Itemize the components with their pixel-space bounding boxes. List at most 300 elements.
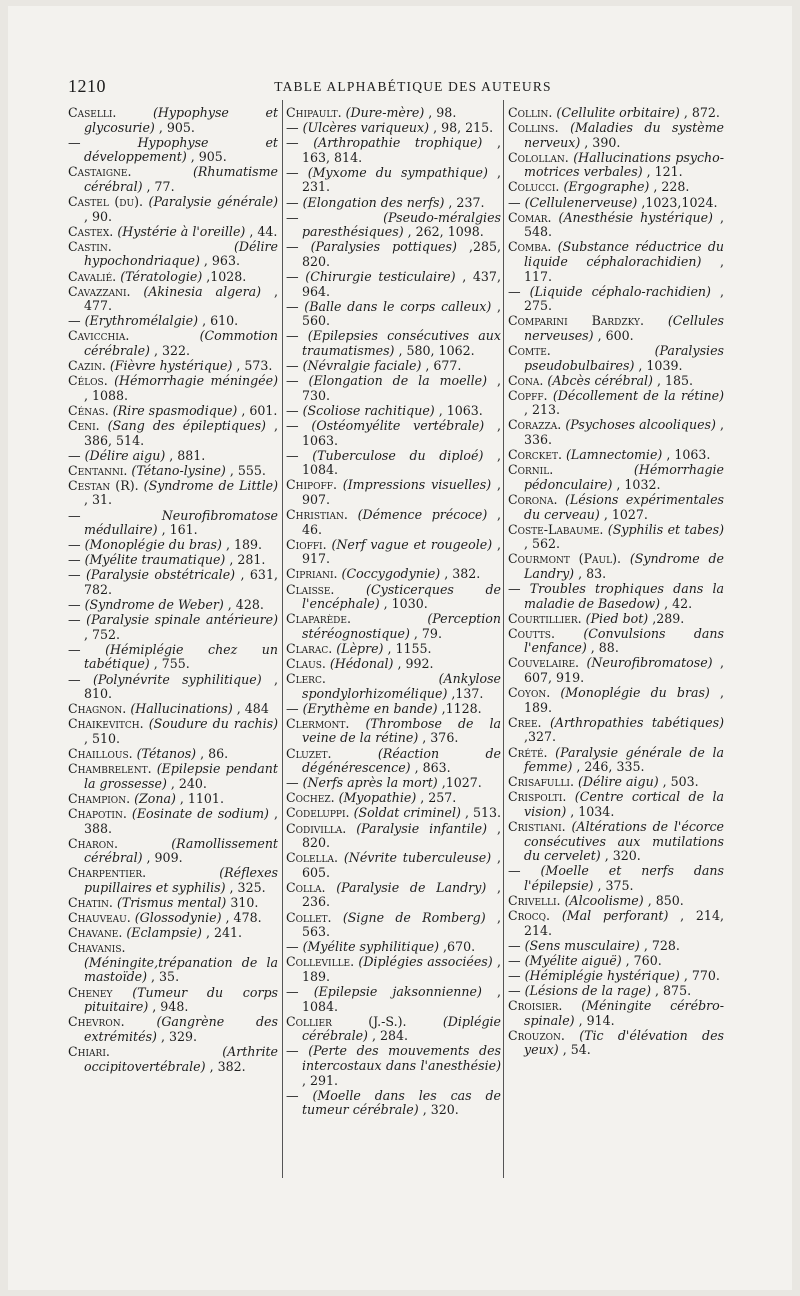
page-refs: , 189. xyxy=(302,954,501,984)
author-name: — xyxy=(508,967,521,983)
index-entry xyxy=(286,374,501,403)
author-name: Corazza. xyxy=(508,417,562,433)
author-name: Charon. xyxy=(68,835,119,851)
subject-title: (Myopathie) xyxy=(338,790,417,806)
index-column-1 xyxy=(68,106,278,1075)
subject-title: (Tic d'élévation des yeux) xyxy=(524,1027,724,1058)
author-name: Chipault. xyxy=(286,105,342,120)
page-refs: , 185. xyxy=(657,372,694,388)
subject-title: (Névrite tuberculeuse) xyxy=(343,850,492,866)
author-name: Colleville. xyxy=(286,954,355,970)
author-name: — xyxy=(286,1043,299,1059)
page-refs: , 79. xyxy=(413,625,442,641)
author-name: Crispolti. xyxy=(508,789,567,805)
index-entry xyxy=(508,775,724,790)
page-refs: , 257. xyxy=(420,790,457,806)
author-name: Crouzon. xyxy=(508,1027,565,1043)
author-name: Centanni. xyxy=(68,462,128,478)
subject-title: (Syphilis et tabes) xyxy=(607,521,724,537)
index-entry xyxy=(68,553,278,568)
subject-title: (Cellulite orbitaire) xyxy=(556,105,680,120)
index-entry xyxy=(508,493,724,522)
page-refs: ,285, 820. xyxy=(302,239,501,269)
subject-title: (Ostéomyélite vertébrale) xyxy=(311,417,485,433)
index-entry xyxy=(68,314,278,329)
index-entry xyxy=(286,538,501,567)
subject-title: (Syndrome de Little) xyxy=(143,477,278,493)
subject-title: (Réflexes pupillaires et syphilis) xyxy=(84,865,278,895)
author-name: Croisier. xyxy=(508,998,563,1014)
author-name: Castaigne. xyxy=(68,164,132,180)
page-refs: , 228. xyxy=(653,179,690,195)
author-name: Collet. xyxy=(286,909,332,925)
page-refs: ,1028. xyxy=(206,268,247,284)
author-name: Clerc. xyxy=(286,671,326,687)
page-refs: , 46. xyxy=(302,507,501,537)
subject-title: (Soudure du rachis) xyxy=(148,716,278,732)
subject-title: (Glossodynie) xyxy=(134,910,222,926)
page-refs: , 760. xyxy=(625,952,662,968)
page-refs: , 382. xyxy=(444,566,481,582)
subject-title: (Diplégie cérébrale) xyxy=(302,1013,501,1044)
index-entry xyxy=(508,820,724,864)
subject-title: (Hallucinations) xyxy=(130,701,233,717)
author-name: Claisse. xyxy=(286,581,335,597)
page-refs: , 117. xyxy=(524,253,724,284)
page-refs: , 237. xyxy=(448,194,485,210)
author-name: Cavazzani. xyxy=(68,283,131,299)
subject-title: (Tumeur du corps pituitaire) xyxy=(84,984,278,1015)
page-refs: , 810. xyxy=(84,671,278,702)
subject-title: (Tératologie) xyxy=(120,268,203,284)
author-name: Christian. xyxy=(286,507,348,523)
author-name: Chambrelent. xyxy=(68,761,152,777)
author-name: Crivelli. xyxy=(508,892,561,908)
subject-title: (Elongation de la moelle) xyxy=(308,373,488,389)
index-entry xyxy=(508,716,724,745)
subject-title: (Névralgie faciale) xyxy=(302,358,422,374)
subject-title: (Lésions expérimentales du cerveau) xyxy=(524,491,724,522)
index-entry xyxy=(68,449,278,464)
subject-title: (Ulcères variqueux) xyxy=(302,120,430,136)
author-name: — xyxy=(508,952,521,968)
subject-title: (Monoplégie du bras) xyxy=(560,685,710,701)
index-entry xyxy=(68,866,278,895)
page-refs: , 336. xyxy=(524,417,724,448)
subject-title: (Tétanos) xyxy=(136,746,197,762)
subject-title: (Perception stéréognostique) xyxy=(302,611,501,641)
page-refs: , 77. xyxy=(146,178,175,194)
page-refs: , 275. xyxy=(524,283,724,314)
subject-title: (Zona) xyxy=(134,790,176,806)
page-refs: , 914. xyxy=(578,1012,615,1028)
index-entry xyxy=(508,627,724,656)
subject-title: (Arthropathies tabétiques) xyxy=(549,714,724,730)
subject-title: (Hallucinations psycho-motrices verbales) xyxy=(524,149,724,180)
index-entry xyxy=(68,837,278,866)
subject-title: (Pseudo-méralgies paresthésiques) xyxy=(302,209,501,240)
page-refs: ,327. xyxy=(524,729,557,745)
index-entry xyxy=(286,404,501,419)
author-name: Corcket. xyxy=(508,447,562,463)
subject-title: (Signe de Romberg) xyxy=(342,909,486,925)
subject-title: (Polynévrite syphilitique) xyxy=(92,671,262,687)
index-entry xyxy=(508,418,724,447)
subject-title: (Altérations de l'écorce consécutives aux mutilations du cervelet) xyxy=(524,819,724,864)
subject-title: (Chirurgie testiculaire) xyxy=(305,269,456,285)
author-name: — xyxy=(286,135,299,151)
page-refs: , 44. xyxy=(249,223,278,239)
index-entry xyxy=(68,941,278,985)
page-refs: , 677. xyxy=(425,358,462,374)
index-entry xyxy=(286,776,501,791)
page-refs: , 1027. xyxy=(603,506,648,522)
index-entry xyxy=(508,984,724,999)
subject-title: (Hystérie à l'oreille) xyxy=(117,223,246,239)
author-name: Claus. xyxy=(286,655,326,671)
subject-title: (Gangrène des extrémités) xyxy=(84,1014,278,1044)
index-entry xyxy=(68,106,278,135)
subject-title: (Rire spasmodique) xyxy=(112,402,238,418)
page-refs: , 1063. xyxy=(438,402,483,418)
index-entry xyxy=(68,359,278,374)
page-refs: , 503. xyxy=(662,774,699,790)
author-name: Clermont. xyxy=(286,715,350,731)
subject-title: (Hémiplégie hystérique) xyxy=(524,967,680,983)
page-refs: , 231. xyxy=(302,164,501,195)
author-name: — xyxy=(68,552,81,568)
page-refs: , 1030. xyxy=(383,596,428,612)
author-name: Cornil. xyxy=(508,462,554,478)
index-entry xyxy=(286,106,501,121)
subject-title: (Neurofibromatose) xyxy=(586,655,713,671)
author-name: — xyxy=(68,447,81,463)
index-entry xyxy=(508,999,724,1028)
author-name: Collier (J.-S.). xyxy=(286,1013,407,1029)
subject-title: (Nerf vague et rougeole) xyxy=(331,536,493,552)
index-entry xyxy=(286,359,501,374)
page-refs: , 236. xyxy=(302,879,501,910)
index-entry xyxy=(286,702,501,717)
index-entry xyxy=(508,389,724,418)
index-entry xyxy=(508,864,724,893)
author-name: Copff. xyxy=(508,387,548,403)
index-entry xyxy=(508,314,724,343)
author-name: Cree. xyxy=(508,714,542,730)
subject-title: (Hédonal) xyxy=(329,655,394,671)
index-entry xyxy=(508,790,724,819)
index-entry xyxy=(508,180,724,195)
index-entry xyxy=(68,1045,278,1074)
author-name: Castex. xyxy=(68,223,114,239)
index-entry xyxy=(508,552,724,581)
subject-title: (Réaction de dégénérescence) xyxy=(302,745,501,776)
index-entry xyxy=(286,478,501,507)
index-entry xyxy=(286,955,501,984)
author-name: Comar. xyxy=(508,209,552,225)
page-refs: , 189. xyxy=(225,537,263,553)
subject-title: (Balle dans le corps calleux) xyxy=(304,298,492,314)
page-refs: , 484 xyxy=(236,701,269,717)
author-name: — xyxy=(286,1087,299,1103)
index-entry xyxy=(68,165,278,194)
author-name: Cavicchia. xyxy=(68,328,130,344)
index-entry xyxy=(286,747,501,776)
index-entry xyxy=(68,1015,278,1044)
index-entry xyxy=(286,657,501,672)
page-refs: , 388. xyxy=(84,805,278,836)
subject-title: (Paralysies pseudobulbaires) xyxy=(524,343,724,373)
page-refs: , 905. xyxy=(190,149,227,165)
index-entry xyxy=(286,270,501,299)
page-refs: , 1063. xyxy=(302,417,501,448)
subject-title: (Délire aigu) xyxy=(84,447,166,463)
subject-title: (Méningite,trépanation de la mastoïde) xyxy=(84,954,278,985)
author-name: Chagnon. xyxy=(68,701,127,717)
column-rule xyxy=(503,100,504,1178)
author-name: — xyxy=(286,700,299,716)
subject-title: (Hémiplégie chez un tabétique) xyxy=(84,641,278,672)
page-refs: , 161. xyxy=(161,522,198,538)
index-entry xyxy=(508,121,724,150)
subject-title: (Ankylose spondylorhizomélique) xyxy=(302,671,501,701)
author-name: Chatin. xyxy=(68,894,113,910)
page-refs: , 382. xyxy=(209,1058,246,1074)
author-name: — xyxy=(286,164,299,180)
index-entry xyxy=(68,613,278,642)
page-refs: , 728. xyxy=(643,937,680,953)
page-refs: , 390. xyxy=(584,134,621,150)
subject-title: (Myélite aiguë) xyxy=(524,952,622,968)
author-name: Codivilla. xyxy=(286,820,347,836)
page-refs: , 963. xyxy=(203,253,240,269)
page-refs: , 755. xyxy=(153,656,190,672)
index-entry xyxy=(286,1089,501,1118)
page-refs: , 1101. xyxy=(179,790,224,806)
page-refs: , 284. xyxy=(371,1028,409,1044)
page-refs: , 1084. xyxy=(302,984,501,1014)
author-name: — xyxy=(508,937,521,953)
author-name: Colella. xyxy=(286,850,339,866)
author-name: — xyxy=(68,567,81,583)
author-name: — xyxy=(286,209,299,225)
index-entry xyxy=(286,642,501,657)
page-refs: , 163, 814. xyxy=(302,135,501,165)
index-entry xyxy=(286,1044,501,1088)
author-name: Crisafulli. xyxy=(508,774,574,790)
page-number: 1210 xyxy=(68,76,106,96)
page-refs: , 320. xyxy=(604,848,641,864)
index-entry xyxy=(68,538,278,553)
author-name: Chavane. xyxy=(68,925,123,941)
page-refs: , 54. xyxy=(562,1042,591,1058)
subject-title: (Scoliose rachitique) xyxy=(302,402,435,418)
subject-title: (Ramollissement cérébral) xyxy=(84,835,278,866)
page-refs: , 907. xyxy=(302,477,501,507)
index-entry xyxy=(508,106,724,121)
column-rule xyxy=(282,100,283,1178)
subject-title: (Délire aigu) xyxy=(578,774,659,790)
subject-title: (Sang des épileptiques) xyxy=(107,417,266,433)
author-name: Chaillous. xyxy=(68,746,133,762)
subject-title: (Substance réductrice du liquide céphalorachidien) xyxy=(524,239,724,269)
author-name: — xyxy=(68,612,81,628)
index-entry xyxy=(68,270,278,285)
author-name: — xyxy=(286,939,299,955)
page-refs: , 875. xyxy=(655,983,692,999)
author-name: Cavalié. xyxy=(68,268,117,284)
author-name: Cheney xyxy=(68,984,113,1000)
page-refs: , 555. xyxy=(229,462,266,478)
page-refs: , 1155. xyxy=(387,640,432,656)
page-refs: , 329. xyxy=(160,1028,198,1044)
subject-title: (Moelle dans les cas de tumeur cérébrale) xyxy=(302,1087,501,1118)
page-refs: , 1039. xyxy=(638,357,683,373)
subject-title: (Méningite cérébro-spinale) xyxy=(524,998,724,1028)
subject-title: (Impressions visuelles) xyxy=(342,477,492,493)
subject-title: (Paralysie spinale antérieure) xyxy=(86,612,278,628)
page-refs: , 562. xyxy=(524,536,561,552)
author-name: Clarac. xyxy=(286,640,333,656)
author-name: — xyxy=(508,283,521,299)
page-refs: , 600. xyxy=(597,327,634,343)
subject-title: (Epilepsie jaksonnienne) xyxy=(313,984,482,1000)
index-entry xyxy=(68,986,278,1015)
author-name: Comba. xyxy=(508,239,552,255)
index-entry xyxy=(68,479,278,508)
author-name: — xyxy=(286,328,299,344)
index-entry xyxy=(508,523,724,552)
subject-title: (Hémorrhagie méningée) xyxy=(114,373,278,389)
subject-title: (Eosinate de sodium) xyxy=(131,805,269,821)
page-refs: , 905. xyxy=(158,119,195,135)
page-refs: , 770. xyxy=(683,967,720,983)
author-name: Caselli. xyxy=(68,105,117,120)
subject-title: (Pied bot) xyxy=(585,610,649,626)
index-entry xyxy=(68,404,278,419)
index-entry xyxy=(286,806,501,821)
index-entry xyxy=(286,449,501,478)
author-name: Comte. xyxy=(508,343,551,358)
page-refs: , 513. xyxy=(464,805,502,821)
subject-title: (Rhumatisme cérébral) xyxy=(84,164,278,194)
page-refs: , 437, 964. xyxy=(302,269,501,299)
index-entry xyxy=(286,612,501,641)
index-entry xyxy=(508,612,724,627)
subject-title: (Lamnectomie) xyxy=(566,447,663,463)
index-entry xyxy=(286,822,501,851)
subject-title: (Elongation des nerfs) xyxy=(302,194,445,210)
subject-title: (Eclampsie) xyxy=(126,925,202,941)
subject-title: (Lésions de la rage) xyxy=(524,983,652,999)
subject-title: (Myélite traumatique) xyxy=(84,552,226,568)
subject-title: (Akinesia algera) xyxy=(143,283,262,299)
page-refs: , 240. xyxy=(170,775,207,791)
page-refs: , 548. xyxy=(524,209,724,240)
page-refs: , 322. xyxy=(153,343,191,358)
subject-title: (Myxome du sympathique) xyxy=(307,164,488,180)
page-refs: , 241. xyxy=(205,925,243,941)
subject-title: (Paralysie obstétricale) xyxy=(86,567,236,583)
page-refs: , 98, 215. xyxy=(433,120,494,136)
index-column-2 xyxy=(286,106,501,1118)
page-refs: , 88. xyxy=(590,640,619,656)
subject-title: (Dure-mère) xyxy=(345,105,425,120)
page-refs: , 281. xyxy=(229,552,266,568)
author-name: — xyxy=(68,134,81,150)
author-name: — xyxy=(68,313,81,329)
index-entry xyxy=(286,940,501,955)
subject-title: (Délire hypochondriaque) xyxy=(84,238,278,269)
subject-title: (Coccygodynie) xyxy=(341,566,441,582)
author-name: Coutts. xyxy=(508,625,555,641)
index-entry xyxy=(68,225,278,240)
author-name: Crété. xyxy=(508,744,548,760)
author-name: Couvelaire. xyxy=(508,655,580,671)
author-name: Castel (du). xyxy=(68,194,143,210)
index-entry xyxy=(508,344,724,373)
page-refs: , 1088. xyxy=(84,387,129,403)
author-name: Collin. xyxy=(508,105,553,120)
subject-title: (Cellulenerveuse) xyxy=(524,194,638,210)
author-name: Crocq. xyxy=(508,908,551,924)
page-refs: , 375. xyxy=(597,877,634,893)
index-entry xyxy=(68,717,278,746)
page-refs: , 214, 214. xyxy=(524,908,724,938)
index-entry xyxy=(286,881,501,910)
author-name: Claparède. xyxy=(286,611,351,627)
subject-title: (Hypophyse et glycosurie) xyxy=(84,105,278,135)
author-name: Chavanis. xyxy=(68,940,126,956)
index-entry xyxy=(508,448,724,463)
author-name: Chevron. xyxy=(68,1014,125,1030)
page-refs: ,1023,1024. xyxy=(641,194,718,210)
page-refs: , 863. xyxy=(414,760,451,776)
subject-title: (Démence précoce) xyxy=(357,507,488,523)
subject-title: (Myélite syphilitique) xyxy=(302,939,440,955)
index-entry xyxy=(286,166,501,195)
index-column-3 xyxy=(508,106,724,1059)
running-title: TABLE ALPHABÉTIQUE DES AUTEURS xyxy=(274,79,552,94)
author-name: — xyxy=(286,984,299,1000)
author-name: Chiari. xyxy=(68,1043,110,1059)
author-name: — xyxy=(508,194,521,210)
index-entry xyxy=(286,985,501,1014)
page-refs: , 850. xyxy=(647,892,684,908)
author-name: Cipriani. xyxy=(286,566,338,582)
author-name: Chauveau. xyxy=(68,910,131,926)
author-name: Comparini Bardzky. xyxy=(508,313,645,329)
page-refs: , 580, 1062. xyxy=(398,343,475,358)
page-refs: , 881. xyxy=(169,447,206,463)
author-name: Coste-Labaume. xyxy=(508,521,604,537)
index-entry xyxy=(508,954,724,969)
author-name: Cluzet. xyxy=(286,745,332,761)
index-entry xyxy=(286,240,501,269)
page-refs: , 563. xyxy=(302,909,501,940)
index-entry xyxy=(68,747,278,762)
subject-title: (Anesthésie hystérique) xyxy=(558,209,713,225)
subject-title: (Liquide céphalo-rachidien) xyxy=(529,283,711,299)
index-entry xyxy=(68,195,278,224)
subject-title: (Paralysie de Landry) xyxy=(336,879,487,895)
index-entry xyxy=(508,211,724,240)
index-entry xyxy=(286,851,501,880)
page-refs: , 909. xyxy=(146,850,183,866)
index-entry xyxy=(68,285,278,314)
page-refs: , 478. xyxy=(225,910,262,926)
page-refs: , 477. xyxy=(84,283,278,314)
